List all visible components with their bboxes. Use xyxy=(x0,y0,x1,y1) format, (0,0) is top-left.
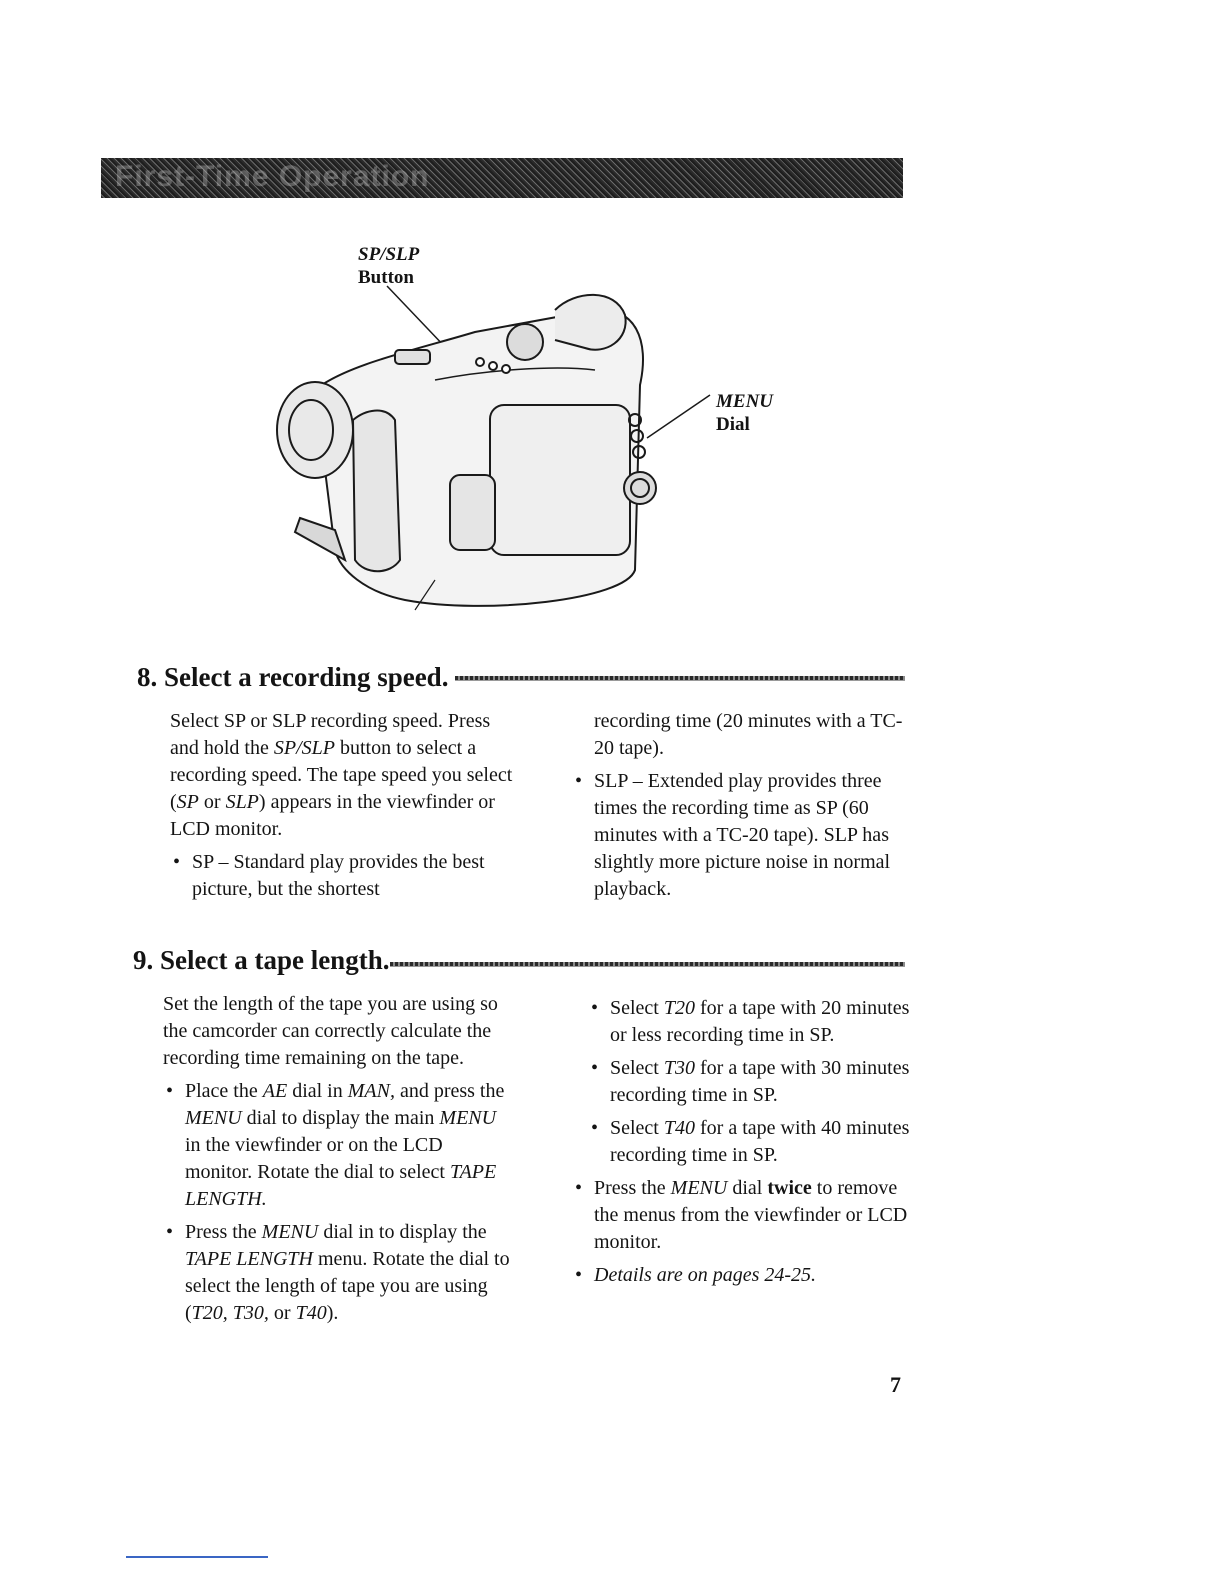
ae-dial-bullet: • Place the AE dial in MAN, and press the MENU dial to display the main MENU in the viewfinder or on the LCD monitor. Rotate the dial to select TAPE LENGTH. xyxy=(163,1078,513,1213)
sp-slp-button-label: SP/SLP Button xyxy=(358,244,420,288)
section-8-right-column xyxy=(572,708,912,909)
details-reference: • Details are on pages 24-25. xyxy=(572,1262,912,1289)
tape-length-menu-bullet: • Press the MENU dial in to display the TAPE LENGTH menu. Rotate the dial to select the length of tape you are using (T20, T30, or T40). xyxy=(163,1219,513,1327)
section-8-heading: 8. Select a recording speed. xyxy=(137,662,449,692)
menu-twice-bullet: • Press the MENU dial twice to remove the menus from the viewfinder or LCD monitor. xyxy=(572,1175,912,1256)
page-number: 7 xyxy=(890,1372,901,1397)
t20-bullet: • Select T20 for a tape with 20 minutes or less recording time in SP. xyxy=(588,995,912,1049)
section-header-band xyxy=(101,158,903,198)
menu-dial xyxy=(624,472,656,504)
t40-bullet: • Select T40 for a tape with 40 minutes recording time in SP. xyxy=(588,1115,912,1169)
footer-line xyxy=(126,1556,268,1558)
section-9-rule xyxy=(390,962,905,967)
sp-bullet: • SP – Standard play provides the best picture, but the shortest xyxy=(170,849,520,903)
section-9-intro: Set the length of the tape you are using so the camcorder can correctly calculate the recording time remaining on the tape. xyxy=(163,993,498,1069)
section-8-intro: Select SP or SLP recording speed. Press and hold the SP/SLP button to select a recording speed. The tape speed you select (SP or SLP) appears in the viewfinder or LCD monitor. xyxy=(170,710,513,840)
section-8-left-column xyxy=(170,708,520,909)
section-8-rule xyxy=(455,676,905,681)
viewfinder xyxy=(555,295,626,350)
slp-bullet: • SLP – Extended play provides three times the recording time as SP (60 minutes with a TC-20 tape). SLP has slightly more picture noise in normal playback. xyxy=(572,768,912,903)
section-9-left-column xyxy=(163,991,513,1333)
menu-leader-line xyxy=(647,395,710,438)
lcd-panel xyxy=(490,405,630,555)
section-header-title: First-Time Operation xyxy=(115,160,430,193)
camcorder-illustration xyxy=(255,270,785,630)
section-9-heading: 9. Select a tape length. xyxy=(133,945,390,975)
menu-dial-label: MENU Dial xyxy=(716,391,774,435)
sp-bullet-continuation: recording time (20 minutes with a TC-20 tape). xyxy=(594,710,903,759)
section-9-right-column xyxy=(572,995,912,1295)
t30-bullet: • Select T30 for a tape with 30 minutes recording time in SP. xyxy=(588,1055,912,1109)
